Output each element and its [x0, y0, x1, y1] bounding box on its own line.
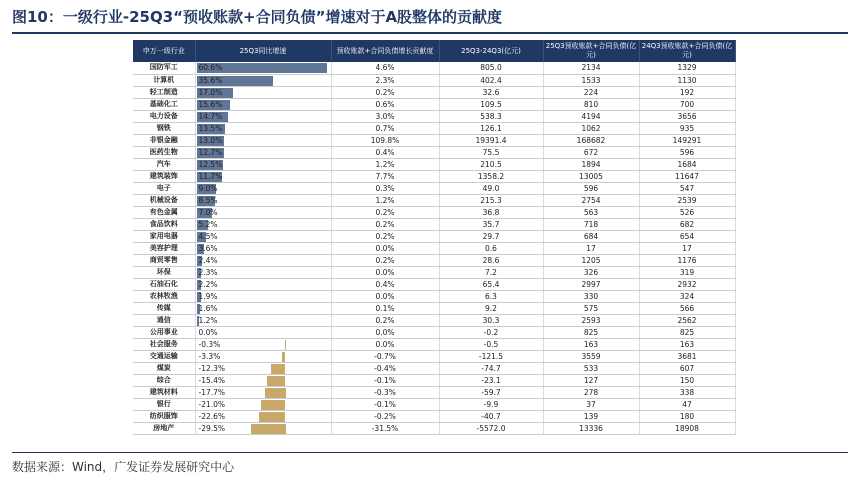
growth-label: -12.3%: [198, 363, 226, 373]
growth-cell: [195, 218, 331, 230]
q3-24-cell: 18908: [639, 422, 735, 434]
header-industry: 申万一级行业: [133, 40, 195, 62]
contribution-cell: 0.2%: [331, 86, 439, 98]
q3-24-cell: 1130: [639, 74, 735, 86]
table-row: [133, 254, 735, 266]
growth-cell: [195, 350, 331, 362]
diff-cell: 9.2: [439, 302, 543, 314]
growth-cell: [195, 242, 331, 254]
industry-name: 电力设备: [133, 110, 195, 122]
table-row: [133, 98, 735, 110]
industry-name: 钢铁: [133, 122, 195, 134]
source-note: 数据来源：Wind，广发证券发展研究中心: [12, 460, 235, 474]
growth-label: 3.6%: [198, 243, 218, 253]
table-row: [133, 194, 735, 206]
diff-cell: -5572.0: [439, 422, 543, 434]
growth-label: 1.6%: [198, 303, 218, 313]
table-row: [133, 74, 735, 86]
industry-name: 银行: [133, 398, 195, 410]
diff-cell: 65.4: [439, 278, 543, 290]
growth-label: 1.9%: [198, 291, 218, 301]
industry-name: 非银金融: [133, 134, 195, 146]
q3-25-cell: 825: [543, 326, 639, 338]
table-row: [133, 338, 735, 350]
diff-cell: -40.7: [439, 410, 543, 422]
industry-name: 基础化工: [133, 98, 195, 110]
bottom-rule: [12, 452, 848, 453]
growth-label: 35.6%: [198, 75, 223, 85]
contribution-cell: -0.3%: [331, 386, 439, 398]
table-row: [133, 110, 735, 122]
q3-25-cell: 1062: [543, 122, 639, 134]
q3-25-cell: 127: [543, 374, 639, 386]
growth-label: 14.7%: [198, 111, 223, 121]
growth-cell: [195, 398, 331, 410]
contribution-cell: 0.0%: [331, 326, 439, 338]
growth-label: 15.6%: [198, 99, 223, 109]
contribution-cell: 0.0%: [331, 338, 439, 350]
growth-cell: [195, 374, 331, 386]
diff-cell: 30.3: [439, 314, 543, 326]
industry-name: 计算机: [133, 74, 195, 86]
contribution-cell: 2.3%: [331, 74, 439, 86]
q3-24-cell: 1329: [639, 62, 735, 74]
industry-name: 建筑材料: [133, 386, 195, 398]
q3-25-cell: 224: [543, 86, 639, 98]
growth-label: 2.2%: [198, 279, 218, 289]
q3-24-cell: 338: [639, 386, 735, 398]
diff-cell: 7.2: [439, 266, 543, 278]
q3-25-cell: 1894: [543, 158, 639, 170]
q3-24-cell: 596: [639, 146, 735, 158]
q3-25-cell: 810: [543, 98, 639, 110]
table-row: [133, 350, 735, 362]
q3-25-cell: 2754: [543, 194, 639, 206]
diff-cell: 35.7: [439, 218, 543, 230]
diff-cell: -121.5: [439, 350, 543, 362]
q3-25-cell: 326: [543, 266, 639, 278]
growth-cell: [195, 206, 331, 218]
industry-name: 美容护理: [133, 242, 195, 254]
growth-cell: [195, 410, 331, 422]
table-row: [133, 278, 735, 290]
q3-24-cell: 3656: [639, 110, 735, 122]
growth-label: 8.5%: [198, 195, 218, 205]
industry-name: 环保: [133, 266, 195, 278]
growth-cell: [195, 422, 331, 434]
growth-cell: [195, 314, 331, 326]
contribution-cell: -0.2%: [331, 410, 439, 422]
table-row: [133, 266, 735, 278]
growth-bar: [265, 388, 286, 398]
growth-cell: [195, 230, 331, 242]
growth-cell: [195, 254, 331, 266]
industry-name: 医药生物: [133, 146, 195, 158]
diff-cell: 6.3: [439, 290, 543, 302]
growth-bar: [282, 352, 286, 362]
growth-label: 7.0%: [198, 207, 218, 217]
growth-label: 17.0%: [198, 87, 223, 97]
industry-name: 社会服务: [133, 338, 195, 350]
q3-24-cell: 324: [639, 290, 735, 302]
diff-cell: 805.0: [439, 62, 543, 74]
growth-cell: [195, 74, 331, 86]
growth-bar: [251, 424, 286, 434]
diff-cell: 215.3: [439, 194, 543, 206]
q3-24-cell: 2932: [639, 278, 735, 290]
contribution-cell: 0.0%: [331, 242, 439, 254]
table-row: [133, 302, 735, 314]
diff-cell: 210.5: [439, 158, 543, 170]
growth-cell: [195, 110, 331, 122]
industry-name: 电子: [133, 182, 195, 194]
growth-label: 12.5%: [198, 159, 223, 169]
q3-25-cell: 168682: [543, 134, 639, 146]
diff-cell: 19391.4: [439, 134, 543, 146]
growth-label: -0.3%: [198, 339, 221, 349]
diff-cell: -59.7: [439, 386, 543, 398]
figure-title: 图10：一级行业-25Q3“预收账款+合同负债”增速对于A股整体的贡献度: [12, 8, 503, 26]
header-diff: 25Q3-24Q3(亿元): [439, 40, 543, 62]
growth-label: 4.5%: [198, 231, 218, 241]
q3-24-cell: 2562: [639, 314, 735, 326]
q3-24-cell: 149291: [639, 134, 735, 146]
contribution-cell: 0.2%: [331, 206, 439, 218]
growth-bar: [271, 364, 286, 374]
diff-cell: 402.4: [439, 74, 543, 86]
diff-cell: -0.5: [439, 338, 543, 350]
table-row: [133, 218, 735, 230]
industry-name: 汽车: [133, 158, 195, 170]
q3-24-cell: 192: [639, 86, 735, 98]
growth-bar: [261, 400, 286, 410]
growth-cell: [195, 122, 331, 134]
q3-25-cell: 1205: [543, 254, 639, 266]
table-row: [133, 410, 735, 422]
contribution-cell: -31.5%: [331, 422, 439, 434]
q3-24-cell: 526: [639, 206, 735, 218]
growth-label: 13.0%: [198, 135, 223, 145]
contribution-cell: -0.1%: [331, 398, 439, 410]
growth-cell: [195, 146, 331, 158]
diff-cell: 75.5: [439, 146, 543, 158]
growth-cell: [195, 170, 331, 182]
table-row: [133, 206, 735, 218]
growth-label: -22.6%: [198, 411, 226, 421]
q3-24-cell: 1176: [639, 254, 735, 266]
diff-cell: 32.6: [439, 86, 543, 98]
table-row: [133, 182, 735, 194]
diff-cell: -9.9: [439, 398, 543, 410]
q3-24-cell: 47: [639, 398, 735, 410]
growth-label: 1.2%: [198, 315, 218, 325]
growth-label: -15.4%: [198, 375, 226, 385]
industry-name: 建筑装饰: [133, 170, 195, 182]
industry-name: 轻工制造: [133, 86, 195, 98]
industry-name: 食品饮料: [133, 218, 195, 230]
contribution-cell: 0.2%: [331, 230, 439, 242]
growth-label: -21.0%: [198, 399, 226, 409]
growth-cell: [195, 182, 331, 194]
q3-24-cell: 3681: [639, 350, 735, 362]
growth-cell: [195, 98, 331, 110]
q3-25-cell: 533: [543, 362, 639, 374]
growth-label: 2.4%: [198, 255, 218, 265]
growth-cell: [195, 62, 331, 74]
diff-cell: 36.8: [439, 206, 543, 218]
q3-24-cell: 547: [639, 182, 735, 194]
table-body: [133, 62, 735, 434]
diff-cell: -74.7: [439, 362, 543, 374]
contribution-cell: 0.6%: [331, 98, 439, 110]
table-row: [133, 314, 735, 326]
q3-25-cell: 17: [543, 242, 639, 254]
q3-24-cell: 654: [639, 230, 735, 242]
header-contribution: 预收账款+合同负债增长贡献度: [331, 40, 439, 62]
growth-cell: [195, 362, 331, 374]
industry-name: 公用事业: [133, 326, 195, 338]
q3-24-cell: 825: [639, 326, 735, 338]
q3-25-cell: 37: [543, 398, 639, 410]
table-row: [133, 86, 735, 98]
growth-cell: [195, 86, 331, 98]
growth-bar: [267, 376, 285, 386]
industry-name: 国防军工: [133, 62, 195, 74]
q3-24-cell: 700: [639, 98, 735, 110]
table-row: [133, 170, 735, 182]
q3-25-cell: 575: [543, 302, 639, 314]
q3-24-cell: 2539: [639, 194, 735, 206]
contribution-cell: 1.2%: [331, 158, 439, 170]
q3-24-cell: 935: [639, 122, 735, 134]
q3-25-cell: 330: [543, 290, 639, 302]
q3-25-cell: 278: [543, 386, 639, 398]
growth-cell: [195, 326, 331, 338]
q3-24-cell: 163: [639, 338, 735, 350]
q3-25-cell: 13336: [543, 422, 639, 434]
contribution-cell: 0.1%: [331, 302, 439, 314]
header-growth: 25Q3同比增速: [195, 40, 331, 62]
q3-24-cell: 11647: [639, 170, 735, 182]
industry-name: 综合: [133, 374, 195, 386]
growth-label: 9.0%: [198, 183, 218, 193]
diff-cell: -0.2: [439, 326, 543, 338]
header-row: [133, 40, 735, 62]
q3-25-cell: 139: [543, 410, 639, 422]
q3-25-cell: 163: [543, 338, 639, 350]
growth-label: -29.5%: [198, 423, 226, 433]
industry-name: 纺织服饰: [133, 410, 195, 422]
table-row: [133, 374, 735, 386]
table-row: [133, 422, 735, 434]
table-row: [133, 326, 735, 338]
growth-bar: [259, 412, 286, 422]
industry-name: 石油石化: [133, 278, 195, 290]
table-row: [133, 146, 735, 158]
contribution-cell: 7.7%: [331, 170, 439, 182]
q3-25-cell: 2134: [543, 62, 639, 74]
q3-25-cell: 718: [543, 218, 639, 230]
growth-label: 5.2%: [198, 219, 218, 229]
contribution-cell: 1.2%: [331, 194, 439, 206]
table-row: [133, 62, 735, 74]
header-q3-24: 24Q3预收账款+合同负债(亿元): [639, 40, 735, 62]
industry-name: 机械设备: [133, 194, 195, 206]
q3-25-cell: 684: [543, 230, 639, 242]
growth-label: 13.5%: [198, 123, 223, 133]
diff-cell: 1358.2: [439, 170, 543, 182]
growth-label: 0.0%: [198, 327, 218, 337]
industry-name: 煤炭: [133, 362, 195, 374]
q3-25-cell: 4194: [543, 110, 639, 122]
table-row: [133, 386, 735, 398]
contribution-cell: 0.4%: [331, 146, 439, 158]
industry-name: 房地产: [133, 422, 195, 434]
contribution-cell: 4.6%: [331, 62, 439, 74]
diff-cell: 49.0: [439, 182, 543, 194]
diff-cell: 109.5: [439, 98, 543, 110]
q3-25-cell: 2997: [543, 278, 639, 290]
diff-cell: 126.1: [439, 122, 543, 134]
growth-label: 60.6%: [198, 63, 223, 73]
industry-name: 家用电器: [133, 230, 195, 242]
header-q3-25: 25Q3预收账款+合同负债(亿元): [543, 40, 639, 62]
diff-cell: -23.1: [439, 374, 543, 386]
growth-label: 12.7%: [198, 147, 223, 157]
contribution-cell: 0.4%: [331, 278, 439, 290]
table-row: [133, 290, 735, 302]
growth-cell: [195, 386, 331, 398]
q3-25-cell: 3559: [543, 350, 639, 362]
diff-cell: 538.3: [439, 110, 543, 122]
contribution-cell: 0.2%: [331, 254, 439, 266]
growth-label: -17.7%: [198, 387, 226, 397]
growth-label: 2.3%: [198, 267, 218, 277]
q3-24-cell: 180: [639, 410, 735, 422]
industry-name: 通信: [133, 314, 195, 326]
contribution-cell: 0.0%: [331, 266, 439, 278]
q3-24-cell: 1684: [639, 158, 735, 170]
table-row: [133, 134, 735, 146]
contribution-cell: -0.4%: [331, 362, 439, 374]
growth-cell: [195, 338, 331, 350]
title-rule: [12, 32, 848, 34]
q3-24-cell: 566: [639, 302, 735, 314]
q3-24-cell: 682: [639, 218, 735, 230]
table-row: [133, 122, 735, 134]
q3-25-cell: 2593: [543, 314, 639, 326]
table-row: [133, 158, 735, 170]
contribution-cell: 109.8%: [331, 134, 439, 146]
q3-24-cell: 607: [639, 362, 735, 374]
growth-cell: [195, 194, 331, 206]
q3-25-cell: 13005: [543, 170, 639, 182]
q3-24-cell: 319: [639, 266, 735, 278]
growth-cell: [195, 266, 331, 278]
growth-cell: [195, 302, 331, 314]
contribution-cell: 0.2%: [331, 314, 439, 326]
industry-name: 商贸零售: [133, 254, 195, 266]
contribution-cell: 0.7%: [331, 122, 439, 134]
q3-24-cell: 150: [639, 374, 735, 386]
diff-cell: 28.6: [439, 254, 543, 266]
growth-label: 11.7%: [198, 171, 223, 181]
industry-name: 传媒: [133, 302, 195, 314]
table-row: [133, 230, 735, 242]
table-row: [133, 398, 735, 410]
q3-25-cell: 563: [543, 206, 639, 218]
industry-name: 有色金属: [133, 206, 195, 218]
contribution-cell: -0.7%: [331, 350, 439, 362]
diff-cell: 0.6: [439, 242, 543, 254]
contribution-cell: 0.2%: [331, 218, 439, 230]
table-row: [133, 242, 735, 254]
industry-table: [133, 40, 736, 435]
q3-24-cell: 17: [639, 242, 735, 254]
contribution-cell: 3.0%: [331, 110, 439, 122]
contribution-cell: 0.3%: [331, 182, 439, 194]
growth-cell: [195, 290, 331, 302]
industry-name: 农林牧渔: [133, 290, 195, 302]
contribution-cell: -0.1%: [331, 374, 439, 386]
q3-25-cell: 596: [543, 182, 639, 194]
diff-cell: 29.7: [439, 230, 543, 242]
industry-name: 交通运输: [133, 350, 195, 362]
growth-cell: [195, 158, 331, 170]
growth-cell: [195, 278, 331, 290]
growth-cell: [195, 134, 331, 146]
q3-25-cell: 672: [543, 146, 639, 158]
table-row: [133, 362, 735, 374]
growth-label: -3.3%: [198, 351, 221, 361]
q3-25-cell: 1533: [543, 74, 639, 86]
contribution-cell: 0.0%: [331, 290, 439, 302]
